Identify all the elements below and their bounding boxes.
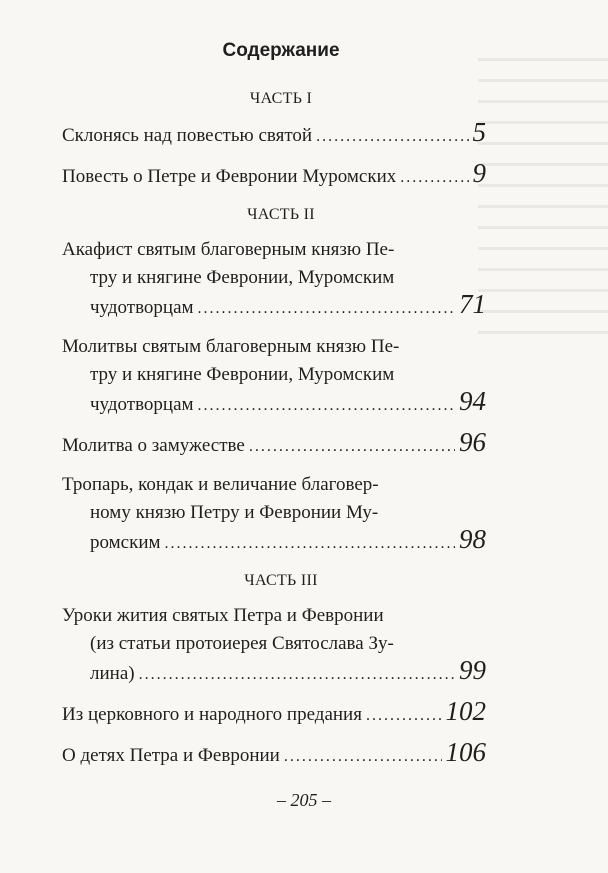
toc-part	[62, 572, 486, 771]
toc-parts	[62, 90, 486, 771]
toc-entry-page-number: 71	[459, 289, 486, 319]
toc-entry-last-line	[62, 386, 486, 420]
toc-entry-page-number: 98	[459, 524, 486, 554]
toc-entry-line: Акафист святым благоверным князю Пе-	[62, 239, 395, 260]
toc-entry-line: Уроки жития святых Петра и Февронии	[62, 605, 384, 626]
toc-entry[interactable]	[62, 427, 486, 461]
toc-entry-title: Молитва о замужестве	[62, 435, 245, 456]
toc-entry-page-number: 102	[445, 696, 486, 726]
toc-entry-last-line	[62, 524, 486, 558]
toc-entry-title: лина)	[90, 663, 135, 684]
toc-entry-last-line	[62, 427, 486, 461]
toc-entry-line: ному князю Петру и Февронии Му-	[90, 502, 379, 523]
toc-entry[interactable]	[62, 333, 486, 420]
table-of-contents	[62, 40, 486, 785]
toc-entry-last-line	[62, 158, 486, 192]
toc-entry[interactable]	[62, 696, 486, 730]
toc-entry-title: Склонясь над повестью святой	[62, 125, 313, 146]
toc-entry-line: тру и княгине Февронии, Муромским	[90, 267, 395, 288]
toc-entry-last-line	[62, 655, 486, 689]
dot-leader	[249, 433, 455, 461]
part-title: ЧАСТЬ III	[244, 572, 318, 589]
toc-entry-last-line	[62, 696, 486, 730]
toc-entry[interactable]	[62, 236, 486, 323]
toc-entry-last-line	[62, 289, 486, 323]
dot-leader	[139, 661, 455, 689]
part-title: ЧАСТЬ II	[247, 206, 315, 223]
dot-leader	[400, 164, 468, 192]
part-title: ЧАСТЬ I	[249, 90, 313, 107]
toc-entry-title: О детях Петра и Февронии	[62, 745, 280, 766]
toc-entry-page-number: 5	[472, 117, 486, 147]
toc-entry-line: (из статьи протоиерея Святослава Зу-	[90, 633, 394, 654]
toc-entry-line: тру и княгине Февронии, Муромским	[90, 364, 395, 385]
toc-entry[interactable]	[62, 158, 486, 192]
toc-entry-last-line	[62, 737, 486, 771]
toc-entry-title: Из церковного и народного предания	[62, 704, 362, 725]
toc-part	[62, 206, 486, 558]
toc-entry-page-number: 99	[459, 655, 486, 685]
toc-entry-last-line	[62, 117, 486, 151]
page-title: Содержание	[222, 40, 340, 61]
dot-leader	[284, 743, 442, 771]
toc-entry-page-number: 96	[459, 427, 486, 457]
toc-entry-page-number: 9	[472, 158, 486, 188]
toc-part	[62, 90, 486, 192]
toc-entry[interactable]	[62, 471, 486, 558]
toc-entry[interactable]	[62, 737, 486, 771]
toc-entry-page-number: 106	[445, 737, 486, 767]
toc-entry-title: ромским	[90, 532, 161, 553]
dot-leader	[165, 530, 455, 558]
dot-leader	[198, 392, 455, 420]
dot-leader	[316, 123, 468, 151]
toc-entry-page-number: 94	[459, 386, 486, 416]
toc-entry[interactable]	[62, 602, 486, 689]
page-number: – 205 –	[277, 790, 331, 810]
dot-leader	[198, 295, 455, 323]
toc-entry-line: Тропарь, кондак и величание благовер-	[62, 474, 379, 495]
toc-entry-title: чудотворцам	[90, 297, 194, 318]
toc-entry-title: Повесть о Петре и Февронии Муромских	[62, 166, 397, 187]
dot-leader	[366, 702, 442, 730]
toc-entry[interactable]	[62, 117, 486, 151]
toc-entry-title: чудотворцам	[90, 394, 194, 415]
toc-entry-line: Молитвы святым благоверным князю Пе-	[62, 336, 400, 357]
